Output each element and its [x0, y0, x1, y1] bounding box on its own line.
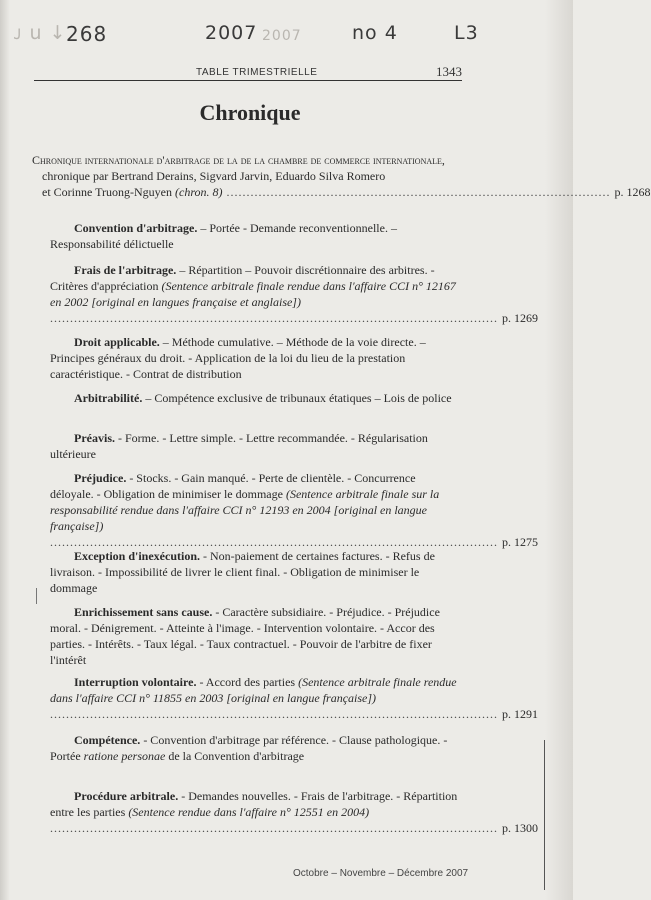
entry-exception: Exception d'inexécution. - Non-paiement de certaines factures. - Refus de livraison. - Impossibilité de livrer le client final. - Obligation de minimiser le dommage: [50, 549, 435, 595]
running-title: TABLE TRIMESTRIELLE: [196, 67, 318, 78]
leader-dots: ................................................................................................................: [50, 707, 498, 721]
handwriting-right: L3: [454, 22, 479, 44]
intro-chron: (chron. 8): [175, 185, 223, 199]
entry-procedure: Procédure arbitrale. - Demandes nouvelles. - Frais de l'arbitrage. - Répartition entre les parties (Sentence rendue dans l'affaire n° 12551 en 2004) ................................................................................................................ p. 1300: [50, 789, 538, 835]
entry-prejudice: Préjudice. - Stocks. - Gain manqué. - Perte de clientèle. - Concurrence déloyale. - Obligation de minimiser le dommage (Sentence arbitrale finale sur la responsabilité rendue dans l'affaire CCI n° 12193 en 2004 [original en langue française]) ................................................................................................................ p. 1275: [50, 471, 538, 549]
handwriting-number: 268: [66, 22, 108, 46]
intro-block: [32, 152, 651, 200]
intro-line-1: Chronique internationale d'arbitrage de la de la chambre de commerce internationale,: [32, 153, 445, 167]
page-ref: p. 1268: [614, 185, 651, 199]
leader-dots: ................................................................................................: [226, 185, 611, 199]
entry-interruption-pageline: [50, 706, 538, 722]
leader-dots: ................................................................................................................: [50, 311, 498, 325]
scan-edge: [545, 0, 573, 900]
intro-line-3: [32, 184, 651, 200]
entry-convention: Convention d'arbitrage. – Portée - Demande reconventionnelle. – Responsabilité délictuelle: [50, 221, 397, 251]
entry-enrichissement: Enrichissement sans cause. - Caractère subsidiaire. - Préjudice. - Préjudice moral. - Dénigrement. - Atteinte à l'image. - Intervention volontaire. - Accor des parties. - Intérêts. - Taux légal. - Taux contractuel. - Pouvoir de l'arbitre de fixer l'intérêt: [50, 605, 440, 667]
handwriting-left: ᴊ u ↓: [14, 22, 67, 44]
page-ref: p. 1269: [502, 311, 538, 325]
entry-competence: Compétence. - Convention d'arbitrage par référence. - Clause pathologique. - Portée ratione personae de la Convention d'arbitrage: [50, 733, 448, 763]
entry-arbitrabilite: Arbitrabilité. – Compétence exclusive de tribunaux étatiques – Lois de police: [74, 391, 452, 405]
margin-mark: [36, 588, 37, 604]
entry-frais-pageline: [50, 310, 538, 326]
intro-authors: et Corinne Truong-Nguyen: [42, 185, 172, 199]
entry-droit: Droit applicable. – Méthode cumulative. – Méthode de la voie directe. – Principes généraux du droit. - Application de la loi du lieu de la prestation caractéristique. - Contrat de distribution: [50, 335, 426, 381]
leader-dots: ................................................................................................................: [50, 821, 498, 835]
entry-preavis: Préavis. - Forme. - Lettre simple. - Lettre recommandée. - Régularisation ultérieure: [50, 431, 428, 461]
page-title: Chronique: [199, 100, 301, 125]
header-rule: [34, 80, 462, 81]
footer-date: Octobre – Novembre – Décembre 2007: [293, 868, 469, 879]
page-ref: p. 1291: [502, 707, 538, 721]
page-number: 1343: [436, 64, 462, 79]
intro-line-2: chronique par Bertrand Derains, Sigvard Jarvin, Eduardo Silva Romero: [42, 169, 386, 183]
entry-interruption: Interruption volontaire. - Accord des parties (Sentence arbitrale finale rendue dans l'affaire CCI n° 11855 en 2003 [original en langue française]) ................................................................................................................ p. 1291: [50, 675, 538, 721]
handwriting-year: 2007: [205, 22, 258, 44]
handwriting-faint-year: 2007: [262, 28, 302, 44]
scan-edge: [0, 0, 10, 900]
page-ref: p. 1300: [502, 821, 538, 835]
handwriting-issue: no 4: [352, 22, 398, 44]
entry-procedure-pageline: [50, 820, 538, 836]
margin-mark: [544, 740, 545, 890]
entry-frais: Frais de l'arbitrage. – Répartition – Pouvoir discrétionnaire des arbitres. - Critères d'appréciation (Sentence arbitrale finale rendue dans l'affaire CCI n° 12167 en 2002 [original en langues française et anglaise]) ................................................................................................................ p. 1269: [50, 263, 538, 325]
page-ref: p. 1275: [502, 535, 538, 549]
leader-dots: ................................................................................................................: [50, 535, 498, 549]
